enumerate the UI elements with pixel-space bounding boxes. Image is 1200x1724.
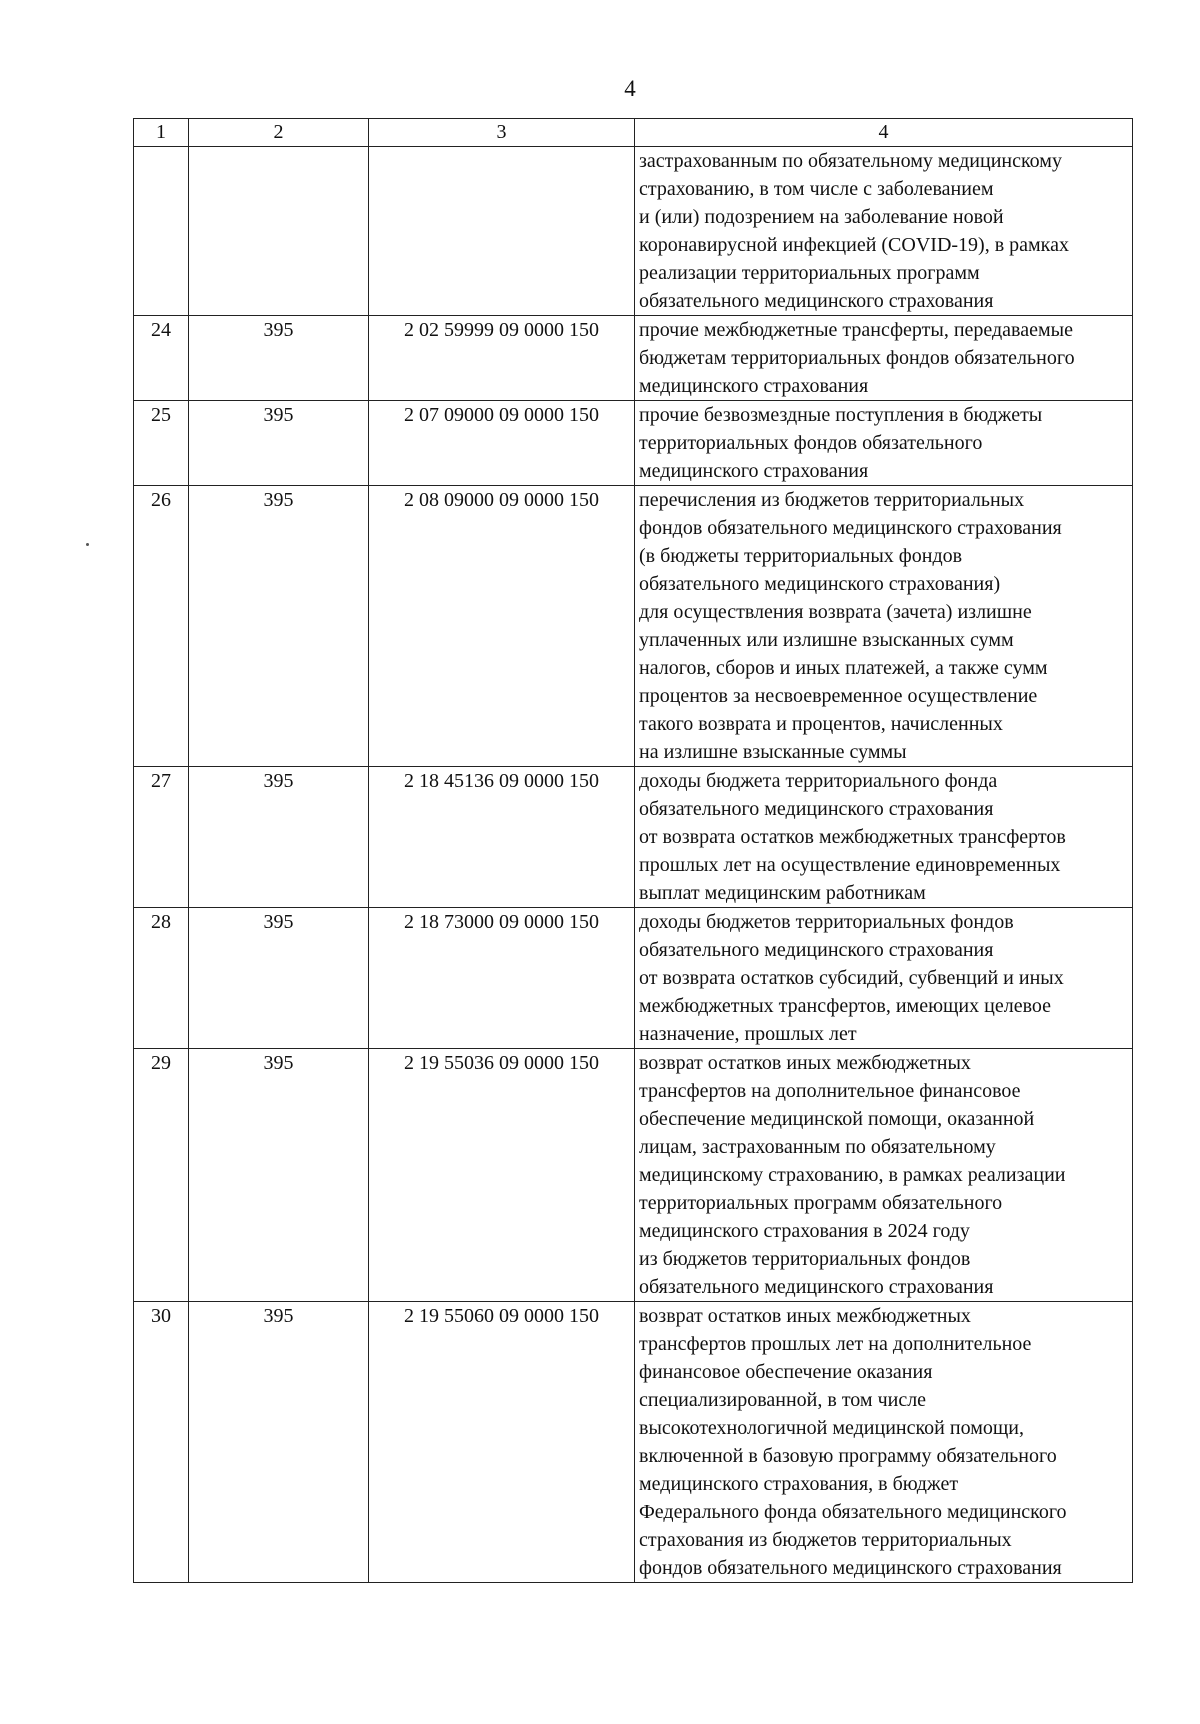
description-line: трансфертов на дополнительное финансовое: [639, 1080, 1021, 1102]
table-row: [134, 1302, 1133, 1583]
description-line: трансфертов прошлых лет на дополнительное: [639, 1333, 1032, 1355]
description-line: территориальных программ обязательного: [639, 1192, 1003, 1214]
description-cell: [635, 401, 1133, 486]
description-line: от возврата остатков межбюджетных трансфертов: [639, 826, 1066, 848]
row-number-cell: 24: [134, 316, 189, 401]
description-line: страхованию, в том числе с заболеванием: [639, 178, 994, 200]
table-row: [134, 316, 1133, 401]
row-number-cell: 28: [134, 908, 189, 1049]
income-code-cell: [369, 147, 635, 316]
header-col-3: 3: [369, 119, 635, 147]
income-codes-table: [133, 118, 1133, 1583]
row-number-cell: 25: [134, 401, 189, 486]
description-line: процентов за несвоевременное осуществление: [639, 685, 1038, 707]
row-number-cell: 30: [134, 1302, 189, 1583]
table-row: [134, 1049, 1133, 1302]
row-number-cell: 29: [134, 1049, 189, 1302]
admin-code-cell: 395: [189, 401, 369, 486]
table-row: [134, 401, 1133, 486]
description-line: финансовое обеспечение оказания: [639, 1361, 933, 1383]
description-line: из бюджетов территориальных фондов: [639, 1248, 971, 1270]
admin-code-cell: 395: [189, 486, 369, 767]
income-code-cell: 2 19 55036 09 0000 150: [369, 1049, 635, 1302]
description-line: возврат остатков иных межбюджетных: [639, 1305, 971, 1327]
description-line: от возврата остатков субсидий, субвенций и иных: [639, 967, 1064, 989]
description-line: обеспечение медицинской помощи, оказанной: [639, 1108, 1035, 1130]
description-line: (в бюджеты территориальных фондов: [639, 545, 963, 567]
table-body: [134, 147, 1133, 1583]
description-line: уплаченных или излишне взысканных сумм: [639, 629, 1014, 651]
description-line: доходы бюджета территориального фонда: [639, 770, 998, 792]
income-code-cell: 2 19 55060 09 0000 150: [369, 1302, 635, 1583]
description-cell: [635, 1049, 1133, 1302]
description-cell: [635, 1302, 1133, 1583]
admin-code-cell: 395: [189, 1302, 369, 1583]
description-line: обязательного медицинского страхования: [639, 1276, 994, 1298]
row-number-cell: 27: [134, 767, 189, 908]
description-line: застрахованным по обязательному медицинскому: [639, 150, 1062, 172]
description-line: Федерального фонда обязательного медицинского: [639, 1501, 1067, 1523]
description-line: обязательного медицинского страхования: [639, 798, 994, 820]
description-line: межбюджетных трансфертов, имеющих целевое: [639, 995, 1052, 1017]
description-line: прошлых лет на осуществление единовременных: [639, 854, 1061, 876]
table-header-row: [134, 119, 1133, 147]
income-code-cell: 2 07 09000 09 0000 150: [369, 401, 635, 486]
row-number-cell: [134, 147, 189, 316]
table-row: [134, 767, 1133, 908]
description-line: перечисления из бюджетов территориальных: [639, 489, 1025, 511]
description-line: территориальных фондов обязательного: [639, 432, 983, 454]
description-line: медицинского страхования, в бюджет: [639, 1473, 959, 1495]
header-col-4: 4: [635, 119, 1133, 147]
description-line: медицинского страхования: [639, 460, 869, 482]
description-line: фондов обязательного медицинского страхования: [639, 1557, 1062, 1579]
description-cell: [635, 147, 1133, 316]
income-code-cell: 2 02 59999 09 0000 150: [369, 316, 635, 401]
description-line: медицинского страхования в 2024 году: [639, 1220, 970, 1242]
description-cell: [635, 767, 1133, 908]
admin-code-cell: 395: [189, 908, 369, 1049]
description-line: фондов обязательного медицинского страхования: [639, 517, 1062, 539]
admin-code-cell: 395: [189, 767, 369, 908]
table-row: [134, 908, 1133, 1049]
description-line: страхования из бюджетов территориальных: [639, 1529, 1012, 1551]
description-line: назначение, прошлых лет: [639, 1023, 857, 1045]
description-line: такого возврата и процентов, начисленных: [639, 713, 1003, 735]
description-line: для осуществления возврата (зачета) излишне: [639, 601, 1032, 623]
row-number-cell: 26: [134, 486, 189, 767]
description-line: бюджетам территориальных фондов обязательного: [639, 347, 1075, 369]
scan-speck: [86, 543, 89, 546]
description-line: выплат медицинским работникам: [639, 882, 926, 904]
description-line: лицам, застрахованным по обязательному: [639, 1136, 996, 1158]
income-code-cell: 2 18 45136 09 0000 150: [369, 767, 635, 908]
description-line: на излишне взысканные суммы: [639, 741, 907, 763]
admin-code-cell: 395: [189, 316, 369, 401]
description-line: доходы бюджетов территориальных фондов: [639, 911, 1014, 933]
description-line: прочие безвозмездные поступления в бюджеты: [639, 404, 1043, 426]
description-line: коронавирусной инфекцией (COVID-19), в рамках: [639, 234, 1069, 256]
description-line: обязательного медицинского страхования): [639, 573, 1001, 595]
income-code-cell: 2 08 09000 09 0000 150: [369, 486, 635, 767]
description-line: реализации территориальных программ: [639, 262, 980, 284]
description-line: обязательного медицинского страхования: [639, 939, 994, 961]
description-cell: [635, 316, 1133, 401]
description-line: медицинскому страхованию, в рамках реализации: [639, 1164, 1066, 1186]
table-row: [134, 147, 1133, 316]
admin-code-cell: 395: [189, 1049, 369, 1302]
header-col-2: 2: [189, 119, 369, 147]
description-line: включенной в базовую программу обязательного: [639, 1445, 1057, 1467]
description-line: обязательного медицинского страхования: [639, 290, 994, 312]
admin-code-cell: [189, 147, 369, 316]
description-line: специализированной, в том числе: [639, 1389, 927, 1411]
income-code-cell: 2 18 73000 09 0000 150: [369, 908, 635, 1049]
description-line: медицинского страхования: [639, 375, 869, 397]
description-line: прочие межбюджетные трансферты, передаваемые: [639, 319, 1073, 341]
page-number: 4: [624, 76, 636, 101]
description-cell: [635, 486, 1133, 767]
description-cell: [635, 908, 1133, 1049]
description-line: налогов, сборов и иных платежей, а также сумм: [639, 657, 1048, 679]
header-col-1: 1: [134, 119, 189, 147]
description-line: возврат остатков иных межбюджетных: [639, 1052, 971, 1074]
table-row: [134, 486, 1133, 767]
description-line: и (или) подозрением на заболевание новой: [639, 206, 1004, 228]
description-line: высокотехнологичной медицинской помощи,: [639, 1417, 1024, 1439]
